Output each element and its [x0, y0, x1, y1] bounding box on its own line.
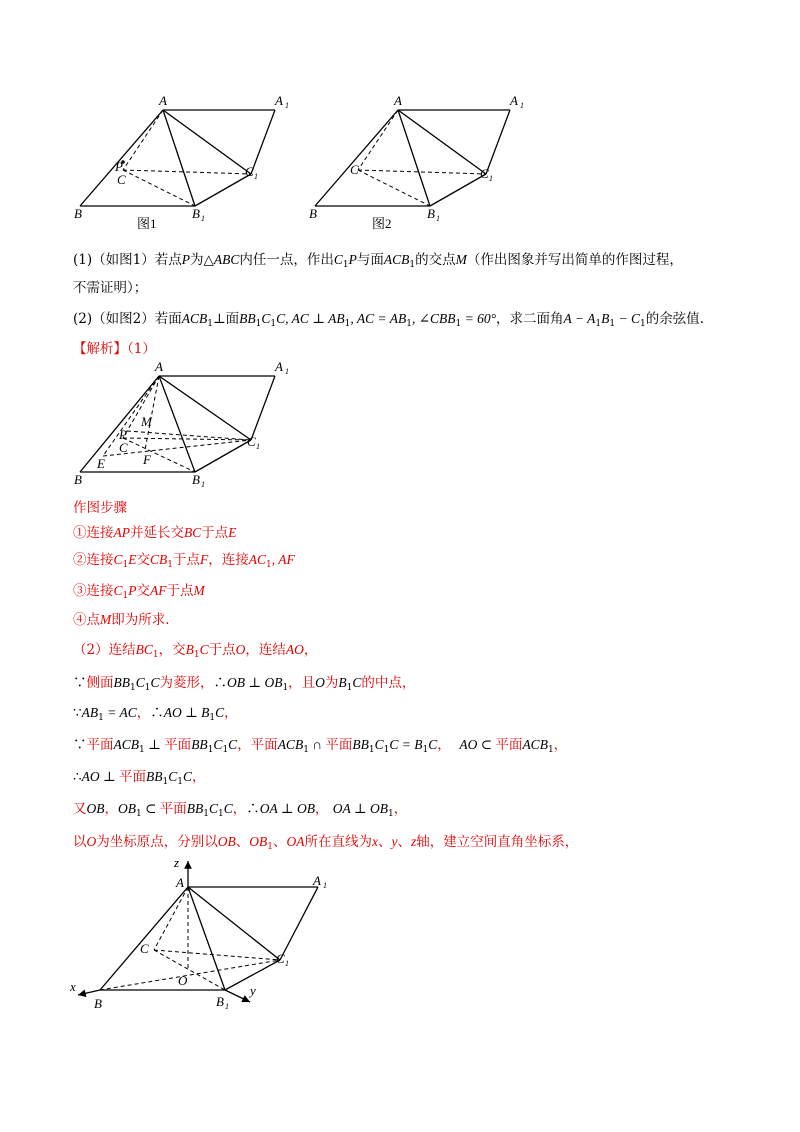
math-m: M: [193, 583, 205, 598]
math-bc1: BC: [135, 642, 153, 657]
label-a: A: [176, 875, 184, 890]
text: 平面: [495, 737, 523, 753]
math-ao-perp-b1c: AO ⊥ B: [163, 705, 210, 720]
math-perp: ⊥: [99, 769, 120, 784]
math-acb1: ACB: [522, 737, 548, 752]
math-o: O: [315, 675, 325, 690]
text: 的余弦值.: [645, 311, 705, 327]
math-cap: ∩: [308, 737, 326, 752]
therefore-symbol: ∴: [246, 801, 260, 817]
math-af: , AF: [271, 552, 295, 567]
text: ，且: [288, 675, 316, 691]
part2-line-3: [73, 703, 238, 728]
text: 平面: [325, 737, 353, 753]
label-c: C: [140, 941, 149, 956]
math-bc: BC: [184, 525, 202, 540]
text: 、: [272, 834, 287, 850]
math-dihedral-c: − C: [615, 311, 640, 326]
math-acb1: ACB: [277, 737, 304, 752]
label-y: y: [250, 983, 256, 998]
part2-line-5: ∴AO ⊥ 平面$BB_1C_1C$，: [73, 769, 206, 787]
math-ob1: OB: [249, 834, 268, 849]
step-3: [73, 581, 205, 606]
math-bb1c1c: BB: [113, 675, 130, 690]
label-c1: C: [245, 164, 254, 179]
text: 为菱形，: [159, 675, 214, 691]
step-2: [73, 550, 295, 575]
label-p: P: [119, 427, 127, 442]
math-ap: AP: [113, 525, 130, 540]
solution-heading: 【解析】（1）: [73, 341, 156, 357]
text: 以: [73, 834, 87, 850]
label-p: P: [115, 159, 123, 174]
text: 侧面: [86, 675, 114, 691]
label-a1: A: [510, 93, 518, 108]
text: 于点: [173, 552, 200, 568]
text: ，: [104, 801, 118, 817]
text: 的中点，: [361, 675, 416, 691]
math-ab1: AB: [81, 705, 99, 720]
label-c1-sub: 1: [489, 174, 493, 183]
text: 于点: [208, 642, 236, 658]
text: 平面: [164, 737, 192, 753]
math-o: O: [86, 834, 97, 849]
text: ，: [232, 801, 247, 817]
sub: 1: [130, 683, 136, 693]
math-c1: C: [333, 252, 343, 267]
math-p: P: [348, 252, 357, 267]
therefore-symbol: ∴: [73, 769, 82, 785]
sub: 1: [136, 809, 142, 819]
sub: 1: [203, 809, 210, 819]
sub: 1: [406, 319, 412, 329]
label-b1: B: [427, 206, 435, 221]
label-a1: A: [275, 93, 283, 108]
math-ob-perp-ob1: OB ⊥ OB: [227, 675, 283, 690]
math-subset: ⊂: [477, 737, 496, 752]
math-oa: OA: [286, 834, 305, 849]
x-axis: [78, 990, 100, 995]
label-c: C: [117, 172, 126, 187]
math-c: C: [199, 642, 209, 657]
math-60deg: = 60°: [461, 311, 497, 326]
math-bb1c1c: BB: [239, 311, 256, 326]
label-a: A: [159, 93, 167, 108]
figure-2-svg: [310, 92, 540, 237]
text: (1)（如图1）若点: [73, 252, 182, 268]
sub: 1: [266, 560, 272, 570]
sub: 1: [639, 319, 646, 329]
sub: 1: [209, 713, 216, 723]
label-c1-sub: 1: [254, 172, 258, 181]
label-b: B: [74, 472, 82, 487]
label-e: E: [97, 456, 105, 471]
math-af: AF: [150, 583, 167, 598]
sub: 1: [368, 745, 375, 755]
sub: 1: [177, 777, 184, 787]
figure-3: [75, 358, 305, 493]
label-a1-sub: 1: [285, 101, 289, 110]
text: 又: [73, 801, 87, 817]
text: 为坐标原点，分别以: [96, 834, 218, 850]
math-dihedral: A − A: [563, 311, 596, 326]
math-cb1: CB: [150, 552, 168, 567]
sub: 1: [344, 319, 351, 329]
text: 平面: [119, 769, 147, 785]
figure-2-caption: 图2: [372, 216, 392, 231]
sub: 1: [98, 713, 104, 723]
label-c1: C: [276, 951, 285, 966]
math-ac-eq-ab1: , AC = AB: [350, 311, 407, 326]
label-b: B: [309, 206, 317, 221]
text: ，求二面角: [496, 311, 564, 327]
label-c1-sub: 1: [256, 442, 260, 451]
text: ，: [437, 737, 451, 753]
text: ④点: [73, 612, 100, 628]
label-a: A: [394, 93, 402, 108]
math-ac-perp-ab1: AC ⊥ AB: [291, 311, 345, 326]
math-bb1c1c: BB: [146, 769, 163, 784]
math-triangle-abc: △ABC: [203, 252, 240, 267]
sub: 1: [303, 745, 309, 755]
therefore-symbol: ∴: [150, 705, 164, 721]
label-x: x: [70, 979, 76, 994]
sub: 1: [609, 319, 616, 329]
part2-line-7: [73, 832, 578, 857]
math-p: P: [181, 252, 190, 267]
math-ac1: AC: [248, 552, 267, 567]
math-c: C: [215, 705, 225, 720]
label-c: C: [350, 162, 359, 177]
text: 平面: [86, 737, 114, 753]
math-ob: OB: [217, 834, 236, 849]
sub: 1: [144, 683, 151, 693]
label-b1-sub: 1: [201, 480, 205, 489]
sub: 1: [383, 745, 390, 755]
label-c1-sub: 1: [285, 959, 289, 968]
text: 为: [189, 252, 204, 268]
math-eq-b1: = B: [398, 737, 423, 752]
text: 面: [225, 311, 240, 327]
math-perp: ⊥: [212, 311, 226, 327]
text: 的交点: [415, 252, 456, 268]
text: 交: [136, 552, 150, 568]
math-subset: ⊂: [141, 801, 160, 816]
math-b1: B: [338, 675, 347, 690]
math-x: x: [371, 834, 378, 849]
math-acb1: ACB: [383, 252, 410, 267]
text: ，交: [158, 642, 186, 658]
text: 并延长交: [130, 525, 184, 541]
sub: 1: [193, 650, 200, 660]
sub: 1: [167, 560, 173, 570]
label-z: z: [174, 855, 180, 870]
sub: 1: [122, 591, 129, 601]
text: 即为所求.: [111, 612, 170, 628]
label-a1-sub: 1: [323, 881, 327, 890]
label-a: A: [155, 359, 163, 374]
math-dihedral-b: B: [601, 311, 610, 326]
math-c1: C: [113, 552, 123, 567]
text: ，: [553, 737, 568, 753]
text: 与面: [356, 252, 384, 268]
sub: 1: [388, 809, 394, 819]
sub: 1: [152, 650, 159, 660]
because-symbol: ∵: [73, 675, 87, 691]
math-bb1c1c: BB: [191, 737, 208, 752]
text: ，: [224, 705, 238, 721]
label-b1: B: [192, 206, 200, 221]
sub: 1: [409, 260, 416, 270]
math-ao: AO: [285, 642, 304, 657]
label-a1-sub: 1: [285, 367, 289, 376]
text: 、: [235, 834, 250, 850]
part2-line-6: 又OB，$OB_1$ ⊂ 平面$BB_1C_1C$，∴OA ⊥ OB， OA ⊥ $OB_1$，: [73, 801, 408, 819]
math-bb1c1c: BB: [352, 737, 369, 752]
text: 、: [377, 834, 392, 850]
text: 内任一点，作出: [239, 252, 334, 268]
sub: 1: [270, 319, 277, 329]
label-m: M: [141, 414, 152, 429]
sub: 1: [222, 745, 229, 755]
math-m: M: [455, 252, 467, 267]
figure-1-caption: 图1: [137, 216, 157, 231]
text: 交: [136, 583, 150, 599]
text: ，: [315, 801, 329, 817]
math-f: F: [200, 552, 209, 567]
step-1: [73, 523, 237, 543]
sub: 1: [455, 319, 462, 329]
math-bb1c1c: BB: [186, 801, 204, 816]
math-y: y: [391, 834, 398, 849]
text: ，: [136, 705, 151, 721]
text: (2)（如图2）若面: [73, 311, 182, 327]
text: ，平面: [237, 737, 278, 753]
figure-3-svg: [75, 358, 305, 493]
text: （2）连结: [73, 642, 136, 658]
label-b1-sub: 1: [201, 214, 205, 223]
y-axis: [225, 990, 250, 1002]
sub: 1: [422, 745, 429, 755]
math-perp: ⊥: [144, 737, 165, 752]
math-eq-ac: = AC: [103, 705, 137, 720]
text: ②连接: [73, 552, 114, 568]
text: ，连接: [208, 552, 249, 568]
sub: 1: [342, 260, 349, 270]
text: ，: [393, 801, 408, 817]
label-a1: A: [313, 873, 321, 888]
problem-2: (2)（如图2）若面$ACB_1\perp$面$BB_1C_1C$, AC ⊥ $AB_1$, AC = $AB_1$, $\angle CBB_1 = 60^\circ$，求二面角$A - A_1B_1 - C_1$的余弦值.: [73, 311, 705, 329]
math-ob1: OB: [118, 801, 136, 816]
therefore-symbol: ∴: [213, 675, 227, 691]
math-ao: AO: [81, 769, 100, 784]
label-c1: C: [247, 434, 256, 449]
text: 平面: [159, 801, 187, 817]
label-b1: B: [216, 994, 224, 1009]
text: 所在直线为: [304, 834, 372, 850]
part2-line-2: ∵侧面$BB_1C_1C$为菱形，∴OB ⊥ $OB_1$，且O为$B_1C$的中点，: [73, 675, 416, 693]
part2-line-4: ∵平面$ACB_1$ ⊥ 平面$BB_1C_1C$，平面$ACB_1$ ∩ 平面$BB_1C_1C = B_1C$， AO ⊂ 平面$ACB_1$，: [73, 737, 568, 755]
math-m: M: [100, 612, 112, 627]
math-oa-perp-ob: OA ⊥ OB: [259, 801, 315, 816]
sub: 1: [547, 745, 554, 755]
sub: 1: [207, 745, 214, 755]
math-e: E: [128, 552, 137, 567]
sub: 1: [267, 842, 273, 852]
math-o: O: [235, 642, 246, 657]
label-b1-sub: 1: [436, 214, 440, 223]
text: ③连接: [73, 583, 114, 599]
text: 轴，建立空间直角坐标系，: [416, 834, 579, 850]
figure-4-svg: [70, 855, 340, 1020]
math-b1: B: [185, 642, 194, 657]
figure-1-svg: [75, 92, 305, 237]
steps-title: 作图步骤: [73, 500, 127, 516]
math-acb1: ACB: [181, 311, 208, 326]
label-a1: A: [275, 359, 283, 374]
text: （作出图象并写出简单的作图过程，: [466, 252, 683, 268]
text: ，: [192, 769, 206, 785]
text: 为: [324, 675, 339, 691]
math-z: z: [410, 834, 417, 849]
math-acb1: ACB: [113, 737, 139, 752]
label-b1-sub: 1: [225, 1002, 229, 1011]
math-c1: C: [113, 583, 123, 598]
sub: 1: [346, 683, 353, 693]
math-ob: OB: [86, 801, 105, 816]
figure-1: [75, 92, 305, 237]
text: 于点: [201, 525, 229, 541]
label-c1: C: [480, 166, 489, 181]
text: 于点: [166, 583, 194, 599]
sub: 1: [282, 683, 289, 693]
part2-line-1: [73, 640, 317, 665]
text: ，连结: [245, 642, 286, 658]
sub: 1: [122, 560, 129, 570]
figure-2: [310, 92, 540, 237]
label-b: B: [94, 996, 102, 1011]
figure-4: [70, 855, 340, 1020]
text: ，: [303, 642, 318, 658]
because-symbol: ∵: [73, 705, 82, 721]
label-c: C: [119, 440, 128, 455]
sub: 1: [139, 745, 145, 755]
math-ao: AO: [459, 737, 478, 752]
math-p: P: [128, 583, 137, 598]
sub: 1: [595, 319, 602, 329]
label-o: O: [178, 973, 188, 988]
label-a1-sub: 1: [520, 101, 524, 110]
label-b1: B: [192, 472, 200, 487]
math-e: E: [228, 525, 237, 540]
math-angle-cbb1: , ∠CBB: [411, 311, 456, 326]
label-f: F: [143, 452, 151, 467]
sub: 1: [207, 319, 213, 329]
label-b: B: [74, 206, 82, 221]
math-oa-perp-ob1: OA ⊥ OB: [332, 801, 388, 816]
sub: 1: [162, 777, 169, 787]
sub: 1: [255, 319, 262, 329]
problem-1-line-1: [73, 250, 683, 275]
because-symbol: ∵: [73, 737, 87, 753]
sub: 1: [218, 809, 224, 819]
problem-1-line-2: 不需证明）；: [73, 280, 148, 296]
text: ①连接: [73, 525, 114, 541]
text: 、: [397, 834, 411, 850]
step-4: [73, 610, 170, 630]
